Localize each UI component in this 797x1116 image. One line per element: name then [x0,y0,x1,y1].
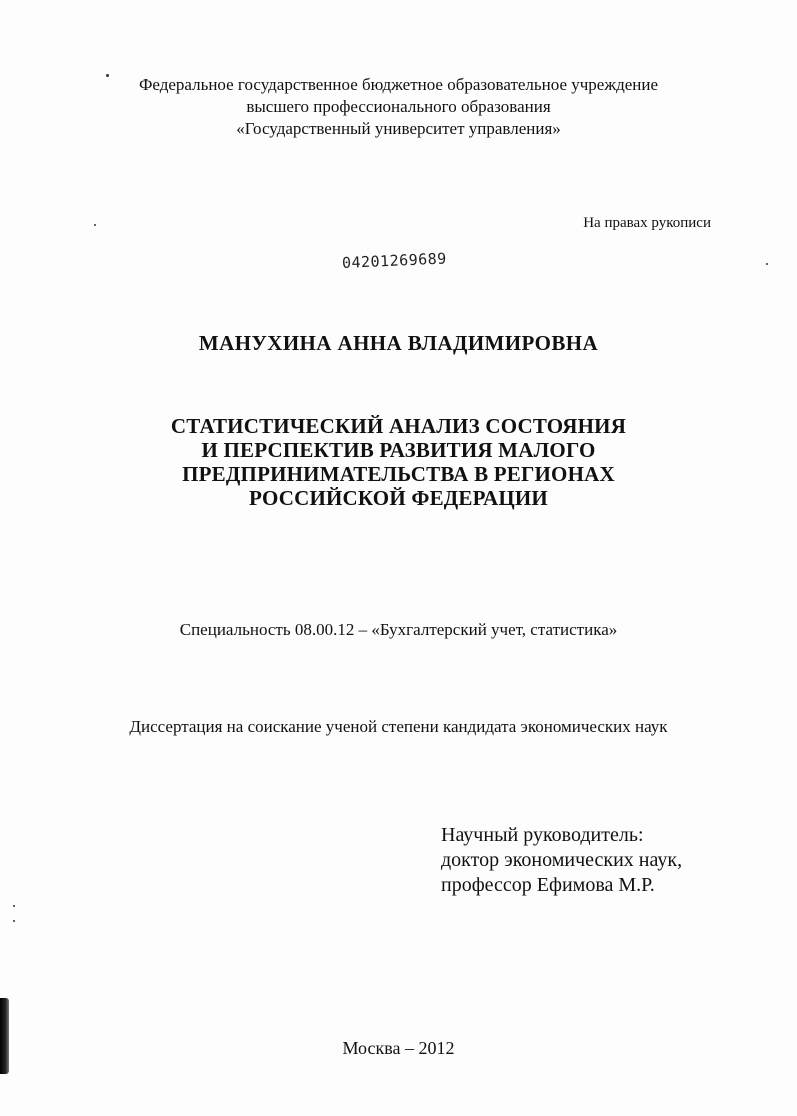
dissertation-title [0,414,797,510]
degree-line: Диссертация на соискание ученой степени кандидата экономических наук [129,717,668,736]
specialty-line: Специальность 08.00.12 – «Бухгалтерский учет, статистика» [179,620,618,639]
supervisor-line-1: Научный руководитель: [441,824,644,846]
institution-line-2: высшего профессионального образования [246,97,551,116]
author-name: МАНУХИНА АННА ВЛАДИМИРОВНА [198,331,599,355]
supervisor-line-2: доктор экономических наук, [441,849,683,871]
scan-speck [13,905,15,907]
supervisor-block [441,823,682,898]
supervisor-line-3: профессор Ефимова М.Р. [441,874,655,896]
scan-speck [106,74,109,77]
title-line-2: И ПЕРСПЕКТИВ РАЗВИТИЯ МАЛОГО [201,438,596,462]
manuscript-rights-note: На правах рукописи [583,215,711,231]
institution-line-1: Федеральное государственное бюджетное образовательное учреждение [138,75,659,94]
scan-edge-mark [0,998,9,1074]
institution-line-3: «Государственный университет управления» [236,119,561,138]
scan-speck [766,263,768,265]
institution-header [0,74,797,140]
scan-speck [94,224,96,226]
title-line-3: ПРЕДПРИНИМАТЕЛЬСТВА В РЕГИОНАХ [182,462,615,486]
title-line-4: РОССИЙСКОЙ ФЕДЕРАЦИИ [249,486,548,510]
library-stamp-number: 04201269689 [341,249,448,272]
scan-speck [13,920,15,922]
title-line-1: СТАТИСТИЧЕСКИЙ АНАЛИЗ СОСТОЯНИЯ [170,414,627,438]
city-year: Москва – 2012 [342,1038,455,1058]
